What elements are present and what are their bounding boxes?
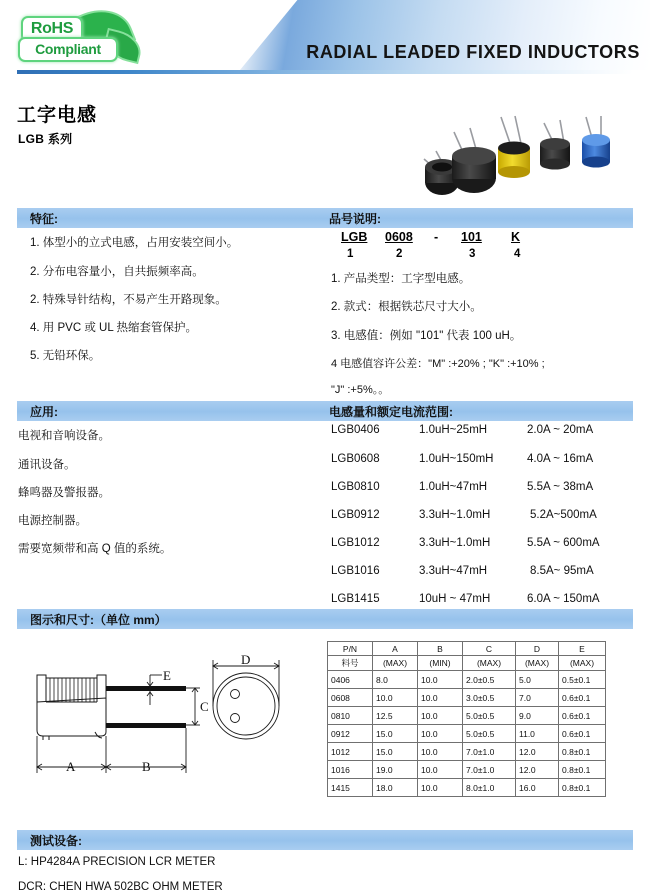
application-item: 电源控制器。: [18, 515, 87, 527]
section-bar-test-equipment: [17, 830, 633, 850]
partnumber-index: 2: [396, 248, 403, 260]
dim-cell: 18.0: [373, 779, 418, 797]
inductor-photo-svg: [402, 104, 632, 204]
dim-cell: 3.0±0.5: [463, 689, 516, 707]
partnumber-index: 1: [347, 248, 354, 260]
application-item: 通讯设备。: [18, 459, 76, 471]
feature-item: 1. 体型小的立式电感，占用安装空间小。: [30, 237, 239, 249]
product-title: 工字电感: [17, 105, 98, 126]
dim-cell: 5.0: [516, 671, 559, 689]
partnumber-note: 2. 款式：根据铁芯尺寸大小。: [331, 301, 482, 313]
range-row-current: 4.0A ~ 16mA: [527, 453, 594, 465]
range-row-inductance: 3.3uH~1.0mH: [419, 509, 491, 521]
dim-cell: 15.0: [373, 725, 418, 743]
dim-col-header: A: [373, 642, 418, 656]
section-bar-applications-range: [17, 401, 633, 421]
drawing-label-a: A: [66, 759, 76, 774]
dim-cell: 8.0±1.0: [463, 779, 516, 797]
partnumber-note: "J" :+5%。。: [331, 384, 390, 396]
dim-cell: 5.0±0.5: [463, 707, 516, 725]
range-row-current: 6.0A ~ 150mA: [527, 593, 600, 605]
section-bar-drawing: [17, 609, 633, 629]
dim-table-header-row-bottom: [328, 656, 606, 671]
dim-cell: 9.0: [516, 707, 559, 725]
dimension-drawing-svg: [10, 630, 320, 795]
dim-cell: 12.0: [516, 743, 559, 761]
dim-cell: 1415: [328, 779, 373, 797]
dim-cell: 16.0: [516, 779, 559, 797]
dim-cell: 0406: [328, 671, 373, 689]
range-heading: 电感量和额定电流范围:: [329, 405, 453, 419]
partnumber-note: 4 电感值容许公差："M" :+20% ; "K" :+10% ;: [331, 358, 545, 370]
dim-cell: 12.0: [516, 761, 559, 779]
dim-col-subheader: (MAX): [516, 656, 559, 671]
drawing-label-b: B: [142, 759, 151, 774]
applications-heading: 应用:: [30, 405, 58, 419]
range-row-inductance: 10uH ~ 47mH: [419, 593, 491, 605]
dimension-table: [327, 641, 606, 797]
application-item: 电视和音响设备。: [18, 430, 110, 442]
product-series: LGB 系列: [18, 132, 73, 146]
dim-cell: 7.0: [516, 689, 559, 707]
table-row: [328, 707, 606, 725]
header-divider-rule: [17, 70, 633, 74]
dim-cell: 0810: [328, 707, 373, 725]
dim-cell: 8.0: [373, 671, 418, 689]
partnumber-index: 3: [469, 248, 476, 260]
dimension-drawing: [10, 630, 320, 795]
dim-cell: 12.5: [373, 707, 418, 725]
partnumber-note: 1. 产品类型：工字型电感。: [331, 273, 471, 285]
dim-cell: 0.8±0.1: [559, 743, 606, 761]
rohs-label: RoHS: [21, 16, 83, 43]
dim-col-header: C: [463, 642, 516, 656]
drawing-label-c: C: [200, 699, 209, 714]
dim-cell: 0.8±0.1: [559, 761, 606, 779]
dim-col-header: E: [559, 642, 606, 656]
range-row-current: 5.2A~500mA: [530, 509, 597, 521]
table-row: [328, 725, 606, 743]
table-row: [328, 671, 606, 689]
product-photo: [402, 104, 632, 204]
partnumber-token-value: 101: [461, 230, 482, 244]
dim-cell: 7.0±1.0: [463, 743, 516, 761]
dim-cell: 5.0±0.5: [463, 725, 516, 743]
partnumber-token-tol: K: [511, 230, 521, 244]
feature-item: 2. 特殊导针结构，不易产生开路现象。: [30, 294, 227, 306]
partnumber-dash: -: [434, 230, 439, 244]
range-row-current: 2.0A ~ 20mA: [527, 424, 594, 436]
page-title: RADIAL LEADED FIXED INDUCTORS: [306, 42, 640, 62]
dim-col-subheader: (MAX): [463, 656, 516, 671]
dim-cell: 0.6±0.1: [559, 689, 606, 707]
application-item: 需要宽频带和高 Q 值的系统。: [18, 543, 172, 555]
dim-cell: 0.6±0.1: [559, 707, 606, 725]
dim-col-subheader: (MAX): [373, 656, 418, 671]
dim-cell: 10.0: [418, 671, 463, 689]
dim-cell: 7.0±1.0: [463, 761, 516, 779]
range-row-pn: LGB0912: [331, 509, 380, 521]
dim-col-subheader: 料号: [328, 656, 373, 671]
range-row-current: 5.5A ~ 38mA: [527, 481, 594, 493]
dim-cell: 0608: [328, 689, 373, 707]
partnumber-token-prefix: LGB: [341, 230, 368, 244]
drawing-label-d: D: [241, 652, 251, 667]
dim-cell: 10.0: [418, 761, 463, 779]
table-row: [328, 761, 606, 779]
dim-cell: 19.0: [373, 761, 418, 779]
partnumber-heading: 品号说明:: [329, 212, 381, 226]
compliant-label: Compliant: [18, 37, 118, 62]
feature-item: 5. 无铅环保。: [30, 350, 101, 362]
dim-cell: 10.0: [418, 743, 463, 761]
features-heading: 特征:: [30, 212, 58, 226]
partnumber-token-size: 0608: [385, 230, 413, 244]
dim-cell: 10.0: [418, 779, 463, 797]
test-equipment-heading: 测试设备:: [30, 834, 82, 848]
table-row: [328, 689, 606, 707]
range-row-inductance: 3.3uH~47mH: [419, 565, 488, 577]
feature-item: 2. 分布电容量小，自共振频率高。: [30, 266, 204, 278]
dim-cell: 1016: [328, 761, 373, 779]
range-row-pn: LGB1016: [331, 565, 380, 577]
dim-cell: 11.0: [516, 725, 559, 743]
dim-cell: 0.8±0.1: [559, 779, 606, 797]
table-row: [328, 779, 606, 797]
range-row-pn: LGB0406: [331, 424, 380, 436]
dim-cell: 0.5±0.1: [559, 671, 606, 689]
dim-col-subheader: (MIN): [418, 656, 463, 671]
range-row-inductance: 1.0uH~47mH: [419, 481, 488, 493]
range-row-inductance: 3.3uH~1.0mH: [419, 537, 491, 549]
application-item: 蜂鸣器及警报器。: [18, 487, 110, 499]
dim-cell: 10.0: [418, 689, 463, 707]
rohs-compliant-logo: [18, 6, 138, 68]
partnumber-index: 4: [514, 248, 521, 260]
dim-col-header: P/N: [328, 642, 373, 656]
dim-col-subheader: (MAX): [559, 656, 606, 671]
test-equipment-item: DCR: CHEN HWA 502BC OHM METER: [18, 881, 223, 893]
range-row-inductance: 1.0uH~25mH: [419, 424, 488, 436]
table-row: [328, 743, 606, 761]
range-row-pn: LGB0608: [331, 453, 380, 465]
dim-cell: 10.0: [418, 725, 463, 743]
test-equipment-item: L: HP4284A PRECISION LCR METER: [18, 856, 216, 868]
dim-cell: 10.0: [373, 689, 418, 707]
dim-cell: 1012: [328, 743, 373, 761]
range-row-pn: LGB1415: [331, 593, 380, 605]
section-bar-features-partnumber: [17, 208, 633, 228]
range-row-inductance: 1.0uH~150mH: [419, 453, 494, 465]
range-row-pn: LGB0810: [331, 481, 380, 493]
dim-col-header: D: [516, 642, 559, 656]
range-row-current: 8.5A~ 95mA: [530, 565, 594, 577]
drawing-heading: 图示和尺寸:（单位 mm）: [30, 613, 167, 627]
dim-cell: 10.0: [418, 707, 463, 725]
dim-cell: 15.0: [373, 743, 418, 761]
dim-cell: 0.6±0.1: [559, 725, 606, 743]
range-row-pn: LGB1012: [331, 537, 380, 549]
feature-item: 4. 用 PVC 或 UL 热缩套管保护。: [30, 322, 197, 334]
dim-cell: 0912: [328, 725, 373, 743]
page-header: [0, 0, 650, 82]
drawing-label-e: E: [163, 668, 171, 683]
partnumber-note: 3. 电感值：例如 "101" 代表 100 uH。: [331, 330, 522, 342]
range-row-current: 5.5A ~ 600mA: [527, 537, 600, 549]
dim-table-header-row-top: [328, 642, 606, 656]
dim-col-header: B: [418, 642, 463, 656]
dim-cell: 2.0±0.5: [463, 671, 516, 689]
